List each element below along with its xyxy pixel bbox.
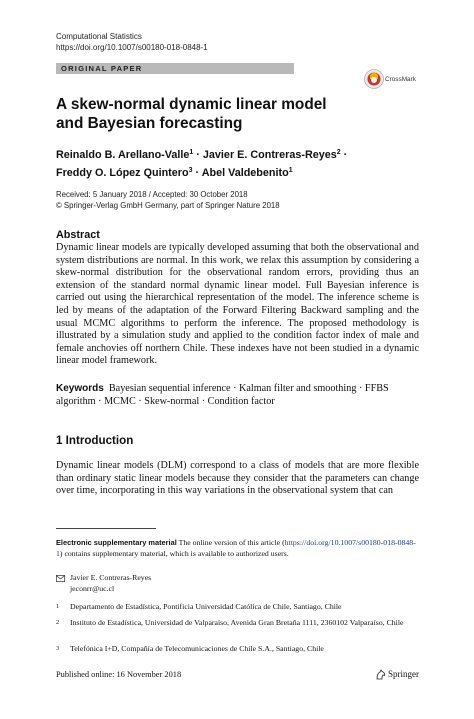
keywords-block [56, 383, 419, 408]
affiliation-number: 3 [56, 645, 60, 652]
received-accepted-dates: Received: 5 January 2018 / Accepted: 30 October 2018 [56, 190, 248, 199]
crossmark-label: CrossMark [385, 76, 416, 83]
supplementary-text-start: The online version of this article ( [176, 538, 285, 547]
journal-doi[interactable]: https://doi.org/10.1007/s00180-018-0848-1 [56, 43, 208, 52]
springer-horse-icon [375, 669, 386, 680]
corresponding-author-name: Javier E. Contreras-Reyes [70, 573, 152, 582]
author-separator: · [192, 167, 202, 179]
springer-logo [375, 668, 435, 682]
footnote-divider [56, 528, 156, 529]
abstract-heading: Abstract [56, 229, 100, 241]
supplementary-note [56, 538, 419, 559]
article-dates [56, 189, 280, 211]
article-title: A skew-normal dynamic linear model and Bayesian forecasting [56, 96, 327, 132]
publisher-name: Springer [388, 669, 419, 679]
journal-name: Computational Statistics [56, 32, 142, 41]
author-separator: · [193, 149, 203, 161]
copyright-line: © Springer-Verlag GmbH Germany, part of Springer Nature 2018 [56, 201, 280, 210]
published-date: Published online: 16 November 2018 [56, 670, 182, 679]
article-type-banner: ORIGINAL PAPER [56, 63, 294, 74]
corresponding-author-email[interactable]: jeconrr@uc.cl [70, 583, 115, 593]
journal-header [56, 31, 208, 53]
abstract-text: Dynamic linear models are typically developed assuming that both the observational and system distributions are normal. In this work, we relax this assumption by considering a skew-normal distribution for the observational random errors, providing thus an extension of the standard normal dynamic linear model. Full Bayesian inference is carried out using the hierarchical representation of the model. The inference scheme is led by means of the adaptation of the Forward Filtering Backward sampling and the usual MCMC algorithms to perform the inference. The proposed methodology is illustrated by a simulation study and applied to the condition factor index of male and female anchovies off northern Chile. These indexes have not been studied in a dynamic linear model framework. [56, 242, 419, 367]
crossmark-badge[interactable] [360, 67, 420, 97]
keywords-text: Bayesian sequential inference · Kalman filter and smoothing · FFBS algorithm · MCMC · Skew-normal · Condition factor [56, 383, 389, 407]
keywords-heading: Keywords [56, 383, 104, 394]
affiliation-text: Departamento de Estadística, Pontificia Universidad Católica de Chile, Santiago, Chile [70, 602, 342, 611]
affiliation-text: Instituto de Estadística, Universidad de Valparaíso, Avenida Gran Bretaña 1111, 2360102 Valparaíso, Chile [70, 618, 404, 627]
author-name[interactable]: Reinaldo B. Arellano-Valle [56, 149, 190, 161]
supplementary-heading: Electronic supplementary material [56, 538, 177, 547]
author-separator: · [340, 149, 348, 161]
author-name[interactable]: Javier E. Contreras-Reyes [202, 149, 337, 161]
affiliation-number: 1 [56, 603, 60, 610]
author-name[interactable]: Freddy O. López Quintero [56, 167, 189, 179]
author-affiliation-mark: 1 [288, 167, 293, 174]
author-name[interactable]: Abel Valdebenito [201, 167, 289, 179]
section-heading: 1 Introduction [56, 434, 134, 447]
author-affiliation-mark: 1 [189, 149, 194, 156]
supplementary-link[interactable]: https://doi.org/10.1007/s00180-018-0848-1 [56, 538, 416, 558]
affiliation-number: 2 [56, 619, 60, 626]
author-list [56, 145, 416, 181]
author-affiliation-mark: 2 [336, 149, 341, 156]
affiliation-text: Telefónica I+D, Compañía de Telecomunicaciones de Chile S.A., Santiago, Chile [70, 644, 324, 653]
supplementary-text-end: ) contains supplementary material, which is available to authorized users. [59, 548, 289, 558]
author-affiliation-mark: 3 [188, 167, 193, 174]
envelope-icon [56, 575, 65, 582]
crossmark-icon [364, 69, 384, 89]
introduction-text: Dynamic linear models (DLM) correspond to a class of models that are more flexible than ordinary static linear models because they consider that the parameters can change over time, incorporating in this way variations in the observational system that can [56, 460, 419, 497]
